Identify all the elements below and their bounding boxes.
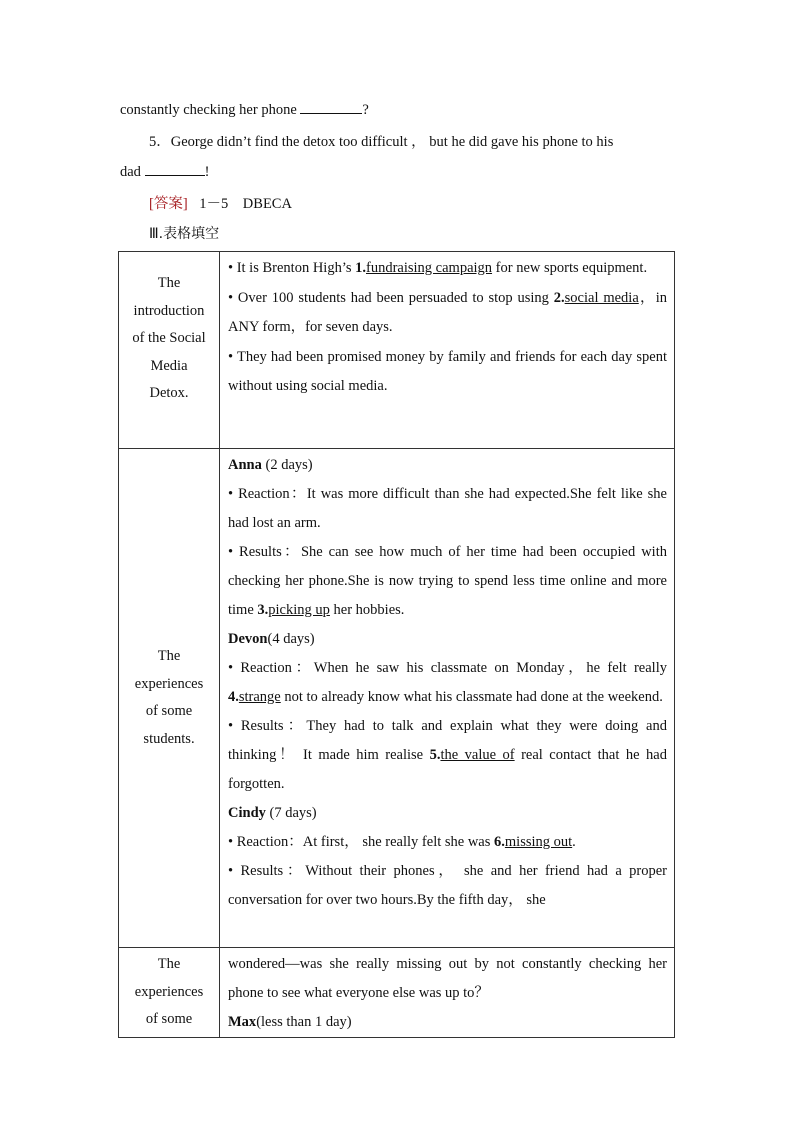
bullet-point: • Results：She can see how much of her time had been occupied with checking her phone.She is now trying to spend less time online and more time 3.picking up her hobbies. <box>228 544 667 618</box>
blank-answer-5: the value of <box>440 747 515 763</box>
table-row <box>119 252 675 449</box>
answer-blank <box>145 161 205 176</box>
blank-answer-6: missing out <box>504 834 573 850</box>
bullet-point: • It is Brenton High’s 1.fundraising campaign for new sports equipment. <box>228 260 648 276</box>
section-title: Ⅲ.表格填空 <box>149 226 220 242</box>
row-label-experiences: The experiences of some students. <box>119 449 220 948</box>
experiences-cont-cell: wondered—was she really missing out by not constantly checking her phone to see what everyone else was up to？ Max(less than 1 day) <box>220 948 675 1038</box>
student-heading: Cindy (7 days) <box>228 805 317 821</box>
row-label-experiences-cont: The experiences of some <box>119 948 220 1038</box>
answer-label: [答案] <box>149 196 188 212</box>
answer-line <box>149 192 292 213</box>
bullet-point: • They had been promised money by family and friends for each day spent without using social media. <box>228 348 667 394</box>
table-row <box>119 449 675 948</box>
row-label-introduction: The introduction of the Social Media Detox. <box>119 252 220 449</box>
student-heading: Devon(4 days) <box>228 631 315 647</box>
blank-answer-1: fundraising campaign <box>366 260 493 276</box>
student-heading: Max(less than 1 day) <box>228 1014 352 1030</box>
answer-blank <box>300 99 362 114</box>
bullet-point: • Over 100 students had been persuaded to stop using 2.social media，in ANY form，for seven days. <box>228 289 667 335</box>
table-row <box>119 948 675 1038</box>
bullet-point: • Reaction：When he saw his classmate on Monday，he felt really 4.strange not to already know what his classmate had done at the weekend. <box>228 660 667 705</box>
introduction-cell <box>220 252 675 449</box>
blank-answer-3: picking up <box>268 602 330 618</box>
student-heading: Anna (2 days) <box>228 457 313 473</box>
answer-key: 1－5 DBECA <box>199 196 292 212</box>
blank-answer-2: social media <box>564 289 639 306</box>
experiences-cell <box>220 449 675 948</box>
question-5-tail: dad ! <box>120 161 209 181</box>
question-4-tail: constantly checking her phone ? <box>120 99 369 119</box>
question-5: 5．George didn’t find the detox too difficult ， but he did gave his phone to his <box>149 134 614 150</box>
fill-in-table <box>118 251 675 1038</box>
bullet-point: • Reaction：At first， she really felt she was 6.missing out. <box>228 834 576 850</box>
bullet-point: • Reaction：It was more difficult than she had expected.She felt like she had lost an arm. <box>228 486 667 531</box>
bullet-point: • Results：Without their phones， she and her friend had a proper conversation for over two hours.By the fifth day， she <box>228 863 667 908</box>
bullet-point: • Results：They had to talk and explain what they were doing and thinking！ It made him realise 5.the value of real contact that he had forgotten. <box>228 718 667 792</box>
blank-answer-4: strange <box>238 689 281 705</box>
